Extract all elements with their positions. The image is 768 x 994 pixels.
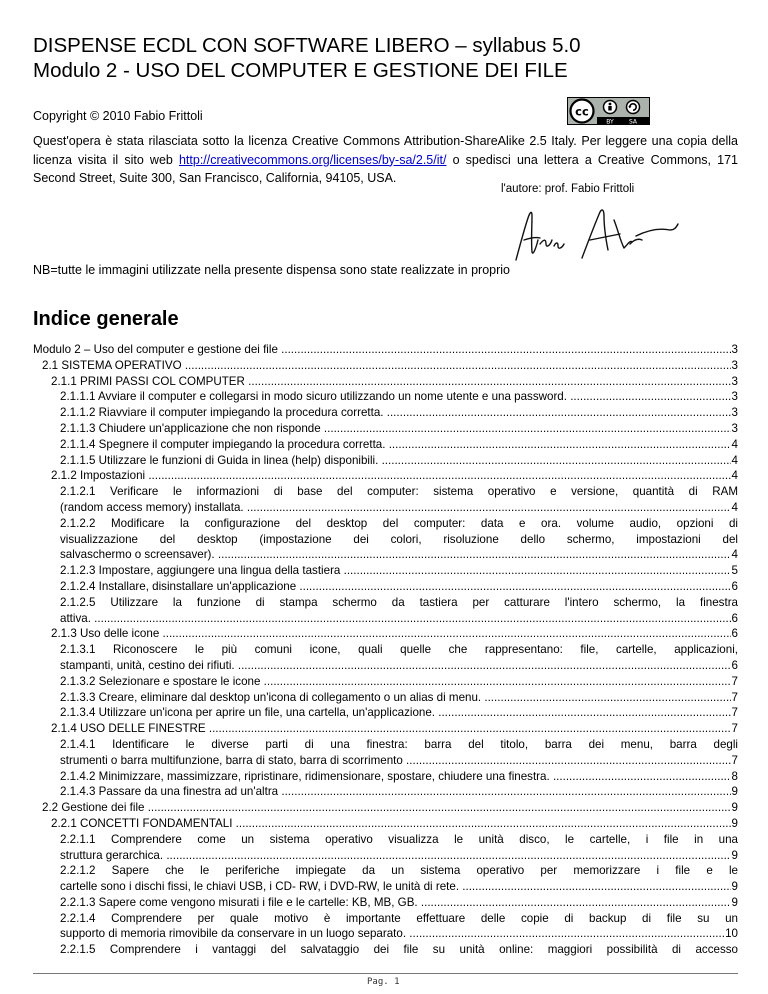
page-number: Pag. 1 <box>367 977 400 987</box>
toc-entry[interactable] <box>33 453 738 469</box>
toc-entry-page-number: 6 <box>731 579 738 593</box>
copyright-notice: Copyright © 2010 Fabio Frittoli <box>33 109 203 123</box>
toc-entry[interactable] <box>33 674 738 690</box>
toc-entry-page-number: 9 <box>731 880 738 894</box>
toc-entry-text-line: visualizzazione del desktop (impostazione dei colori, risoluzione dello schermo, impostazioni del <box>60 532 738 546</box>
toc-entry-page-number: 3 <box>731 374 738 388</box>
toc-entry-label: 2.1.3.4 Utilizzare un'icona per aprire un file, una cartella, un'applicazione. ..... <box>60 705 731 721</box>
toc-entry-page-number: 6 <box>731 658 738 672</box>
cc-logo-text: cc <box>575 104 589 119</box>
toc-entry-text-line: 2.1.2.2 Modificare la configurazione del desktop del computer: data e ora. volume audio, opzioni di <box>60 516 738 530</box>
toc-entry-label: cartelle sono i dischi fissi, le chiavi USB, i CD- RW, i DVD-RW, le unità di rete. ..... <box>60 879 731 895</box>
toc-entry-label: 2.1.1 PRIMI PASSI COL COMPUTER ..... <box>51 374 731 390</box>
toc-entry[interactable] <box>33 895 738 911</box>
toc-entry-page-number: 7 <box>731 706 738 720</box>
share-alike-icon <box>627 101 640 114</box>
toc-entry-page-number: 7 <box>731 690 738 704</box>
toc-entry-label: 2.1.2.3 Impostare, aggiungere una lingua della tastiera ..... <box>60 563 731 579</box>
toc-entry-page-number: 9 <box>731 895 738 909</box>
toc-entry-text-line: 2.2.1.5 Comprendere i vantaggi del salvataggio dei file su unità online: maggiori possibilità di accesso <box>60 943 738 957</box>
toc-entry-label: stampanti, unità, cestino dei rifiuti. ..... <box>60 658 731 674</box>
toc-entry[interactable] <box>33 484 738 516</box>
title-line-2: Modulo 2 - USO DEL COMPUTER E GESTIONE DEI FILE <box>33 59 568 82</box>
index-heading: Indice generale <box>33 308 179 330</box>
toc-entry[interactable] <box>33 421 738 437</box>
toc-entry[interactable] <box>33 863 738 895</box>
toc-entry-page-number: 3 <box>731 406 738 420</box>
toc-entry-label: 2.2.1 CONCETTI FONDAMENTALI ..... <box>51 816 731 832</box>
toc-entry-label: supporto di memoria rimovibile da conservare in un luogo separato. ..... <box>60 926 724 942</box>
footer-divider <box>33 973 738 974</box>
toc-entry-page-number: 4 <box>731 548 738 562</box>
toc-entry[interactable] <box>33 800 738 816</box>
toc-entry-label: 2.1.1.4 Spegnere il computer impiegando la procedura corretta. ..... <box>60 437 731 453</box>
toc-entry-label: strumenti o barra multifunzione, barra di stato, barra di scorrimento ..... <box>60 753 731 769</box>
toc-entry-text-line: 2.2.1.1 Comprendere come un sistema operativo visualizza le unità disco, le cartelle, i file in una <box>60 832 738 846</box>
toc-entry-page-number: 3 <box>731 343 738 356</box>
toc-entry-label: 2.1.1.3 Chiudere un'applicazione che non risponde ..... <box>60 421 731 437</box>
license-link[interactable]: http://creativecommons.org/licenses/by-sa/2.5/it/ <box>178 152 447 167</box>
toc-entry-page-number: 3 <box>731 358 738 372</box>
images-note: NB=tutte le immagini utilizzate nella presente dispensa sono state realizzate in proprio <box>33 263 510 277</box>
toc-entry-label: 2.1.1.2 Riavviare il computer impiegando la procedura corretta. ..... <box>60 405 731 421</box>
toc-entry-text-line: 2.1.3.1 Riconoscere le più comuni icone, quali quelle che rappresentano: file, cartelle, applicazioni, <box>60 643 738 657</box>
toc-entry-page-number: 9 <box>731 848 738 862</box>
toc-entry-page-number: 4 <box>731 500 738 514</box>
title-line-1: DISPENSE ECDL CON SOFTWARE LIBERO – syllabus 5.0 <box>33 34 581 57</box>
toc-entry[interactable] <box>33 832 738 864</box>
toc-entry-label: 2.1.1.1 Avviare il computer e collegarsi in modo sicuro utilizzando un nome utente e una password. ..... <box>60 389 731 405</box>
toc-entry-label: 2.1.4 USO DELLE FINESTRE ..... <box>51 721 731 737</box>
toc-entry-label: 2.1.2 Impostazioni ..... <box>51 468 731 484</box>
toc-entry-page-number: 9 <box>731 801 738 815</box>
toc-entry[interactable] <box>33 437 738 453</box>
toc-entry[interactable] <box>33 563 738 579</box>
document-title <box>33 33 581 83</box>
toc-entry-page-number: 10 <box>725 927 738 941</box>
toc-entry-page-number: 4 <box>731 469 738 483</box>
toc-entry-label: 2.1.3.3 Creare, eliminare dal desktop un'icona di collegamento o un alias di menu. ..... <box>60 690 731 706</box>
toc-entry-page-number: 6 <box>731 627 738 641</box>
toc-entry-page-number: 3 <box>731 390 738 404</box>
toc-entry[interactable] <box>33 579 738 595</box>
table-of-contents <box>33 342 738 958</box>
toc-entry[interactable] <box>33 342 738 358</box>
author-credit: l'autore: prof. Fabio Frittoli <box>501 183 635 195</box>
toc-entry[interactable] <box>33 690 738 706</box>
badge-by-label: BY <box>606 118 614 125</box>
toc-entry-page-number: 3 <box>731 421 738 435</box>
toc-entry[interactable] <box>33 816 738 832</box>
toc-entry-label: 2.1.3 Uso delle icone ..... <box>51 626 731 642</box>
toc-entry-page-number: 9 <box>731 785 738 799</box>
toc-entry[interactable] <box>33 737 738 769</box>
toc-entry[interactable] <box>33 516 738 563</box>
toc-entry-label: Modulo 2 – Uso del computer e gestione dei file ..... <box>33 342 731 358</box>
toc-entry-page-number: 8 <box>731 769 738 783</box>
cc-by-sa-badge <box>567 97 650 125</box>
toc-entry[interactable] <box>33 405 738 421</box>
toc-entry-text-line: 2.2.1.4 Comprendere per quale motivo è importante effettuare delle copie di backup di file su un <box>60 911 738 925</box>
toc-entry-page-number: 7 <box>731 674 738 688</box>
toc-entry-page-number: 4 <box>731 453 738 467</box>
toc-entry-page-number: 7 <box>731 753 738 767</box>
toc-entry-text-line: 2.1.4.1 Identificare le diverse parti di una finestra: barra del titolo, barra dei menu, barra degli <box>60 737 738 751</box>
toc-entry[interactable] <box>33 595 738 627</box>
toc-entry-text-line: 2.1.2.1 Verificare le informazioni di base del computer: sistema operativo e versione, quantità di RAM <box>60 485 738 499</box>
license-paragraph <box>33 132 738 188</box>
toc-entry-page-number: 7 <box>731 722 738 736</box>
toc-entry[interactable] <box>33 642 738 674</box>
toc-entry-label: 2.1.4.3 Passare da una finestra ad un'altra ..... <box>60 784 731 800</box>
badge-sa-label: SA <box>628 118 638 125</box>
toc-entry[interactable] <box>33 769 738 785</box>
toc-entry-label: salvaschermo o screensaver). ..... <box>60 547 731 563</box>
toc-entry-page-number: 4 <box>731 437 738 451</box>
toc-entry[interactable] <box>33 705 738 721</box>
toc-entry-label: (random access memory) installata. ..... <box>60 500 731 516</box>
toc-entry-page-number: 6 <box>731 611 738 625</box>
toc-entry[interactable] <box>33 942 738 958</box>
toc-entry[interactable] <box>33 721 738 737</box>
license-text-before: Quest'opera è stata rilasciata sotto la licenza Creative Commons Attribution-ShareAlike 2.5 Italy. Per leggere una copia della licenza visita il sito web <box>33 134 738 167</box>
toc-entry-label: struttura gerarchica. ..... <box>60 848 731 864</box>
toc-entry-text-line: 2.2.1.2 Sapere che le periferiche impiegate da un sistema operativo per memorizzare i file e le <box>60 864 738 878</box>
author-signature <box>510 200 680 262</box>
toc-entry-label: attiva. ..... <box>60 611 731 627</box>
toc-entry-page-number: 9 <box>731 816 738 830</box>
toc-entry[interactable] <box>33 626 738 642</box>
toc-entry[interactable] <box>33 468 738 484</box>
toc-entry-label: 2.1.2.4 Installare, disinstallare un'applicazione ..... <box>60 579 731 595</box>
toc-entry-text-line: 2.1.2.5 Utilizzare la funzione di stampa schermo da tastiera per catturare l'intero schermo, la finestra <box>60 595 738 609</box>
toc-entry-label: 2.1.1.5 Utilizzare le funzioni di Guida in linea (help) disponibili. ..... <box>60 453 731 469</box>
toc-entry[interactable] <box>33 374 738 390</box>
license-text-after: o spedisci una lettera a Creative Commons, 171 Second Street, Suite 300, San Francisco, California, 94105, USA. <box>33 152 738 185</box>
toc-entry[interactable] <box>33 389 738 405</box>
toc-entry-label: 2.2 Gestione dei file ..... <box>42 800 731 816</box>
toc-entry-page-number: 5 <box>731 564 738 578</box>
toc-entry[interactable] <box>33 784 738 800</box>
toc-entry-label: 2.2.1.3 Sapere come vengono misurati i file e le cartelle: KB, MB, GB. ..... <box>60 895 731 911</box>
toc-entry-label: 2.1 SISTEMA OPERATIVO ..... <box>42 358 731 374</box>
toc-entry[interactable] <box>33 358 738 374</box>
toc-entry-label: 2.1.4.2 Minimizzare, massimizzare, ripristinare, ridimensionare, spostare, chiudere una finestra. ..... <box>60 769 731 785</box>
toc-entry-label: 2.1.3.2 Selezionare e spostare le icone ..... <box>60 674 731 690</box>
toc-entry[interactable] <box>33 911 738 943</box>
